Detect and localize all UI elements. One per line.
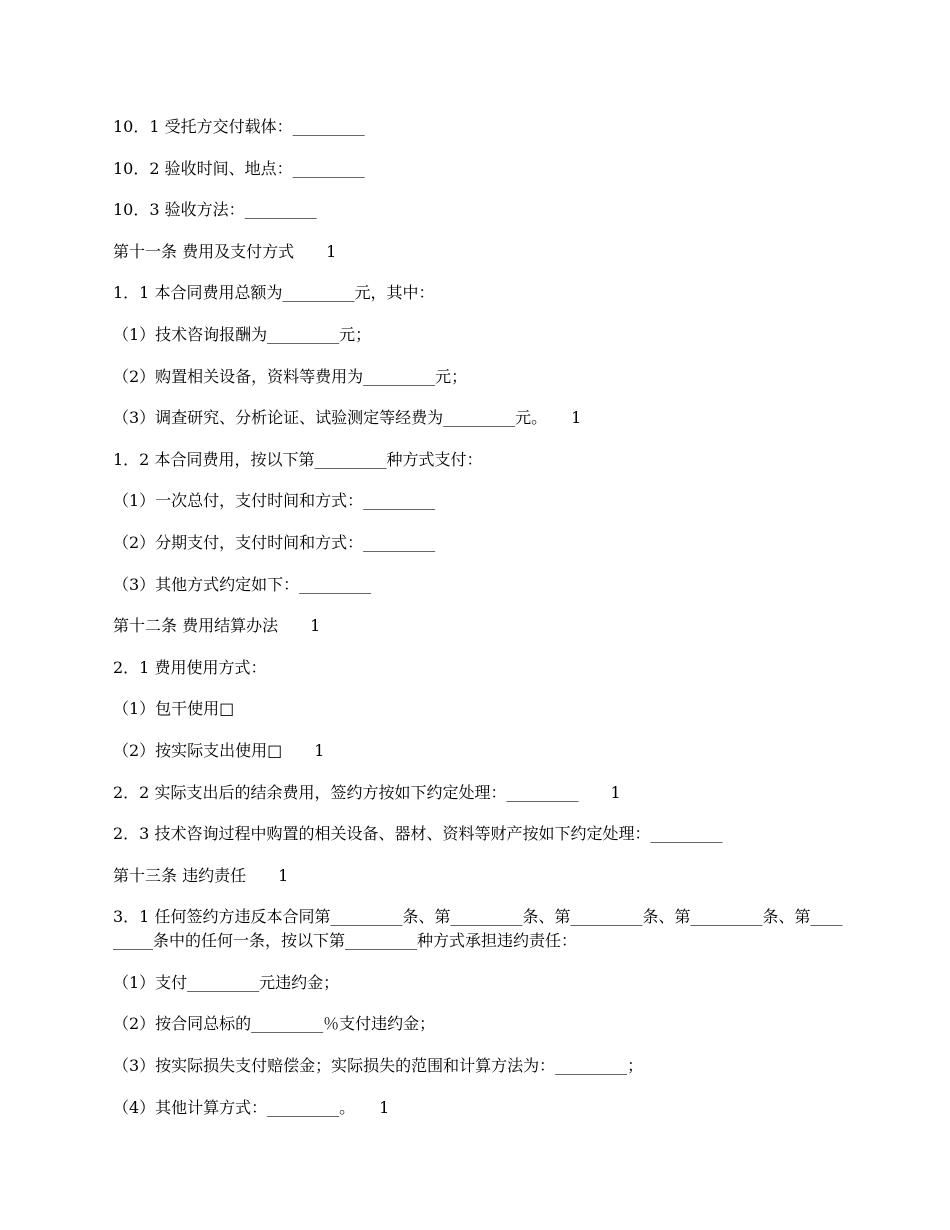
clause-1-1-item-1: （1）技术咨询报酬为_________元；: [113, 324, 372, 344]
clause-10-3: 10．3 验收方法：_________: [113, 200, 317, 220]
article-11-heading: 第十一条 费用及支付方式 1: [113, 241, 337, 261]
article-13-heading: 第十三条 违约责任 1: [113, 865, 289, 885]
clause-2-1-item-2: （2）按实际支出使用□ 1: [113, 740, 325, 760]
clause-1-2-item-3: （3）其他方式约定如下：_________: [113, 574, 372, 594]
clause-2-1: 2．1 费用使用方式：: [113, 657, 267, 677]
clause-2-2: 2．2 实际支出后的结余费用，签约方按如下约定处理：_________ 1: [113, 782, 621, 802]
clause-3-1-item-1: （1）支付_________元违约金；: [113, 972, 340, 992]
clause-2-3: 2．3 技术咨询过程中购置的相关设备、器材、资料等财产按如下约定处理：_________: [113, 824, 723, 844]
clause-3-1-item-2: （2）按合同总标的_________％支付违约金；: [113, 1014, 436, 1034]
clause-1-1: 1．1 本合同费用总额为_________元，其中：: [113, 283, 435, 303]
clause-1-1-item-3: （3）调查研究、分析论证、试验测定等经费为_________元。 1: [113, 408, 582, 428]
clause-3-1-item-3: （3）按实际损失支付赔偿金；实际损失的范围和计算方法为：_________；: [113, 1056, 644, 1076]
clause-10-1: 10．1 受托方交付载体：_________: [113, 117, 365, 136]
clause-1-2-item-2: （2）分期支付，支付时间和方式：_________: [113, 532, 436, 552]
clause-2-1-item-1: （1）包干使用□: [113, 699, 235, 719]
clause-3-1-item-4: （4）其他计算方式：_________。 1: [113, 1097, 390, 1117]
clause-1-2: 1．2 本合同费用，按以下第_________种方式支付：: [113, 449, 483, 469]
clause-1-1-item-2: （2）购置相关设备，资料等费用为_________元；: [113, 366, 468, 386]
contract-page: [113, 115, 843, 1137]
clause-3-1: 3．1 任何签约方违反本合同第_________条、第_________条、第_________条、第_________条、第_________条中的任何一条，按以下第_________种方式承担违约责任：: [113, 907, 843, 951]
clause-10-2: 10．2 验收时间、地点：_________: [113, 158, 365, 178]
article-12-heading: 第十二条 费用结算办法 1: [113, 616, 321, 636]
clause-1-2-item-1: （1）一次总付，支付时间和方式：_________: [113, 491, 436, 511]
